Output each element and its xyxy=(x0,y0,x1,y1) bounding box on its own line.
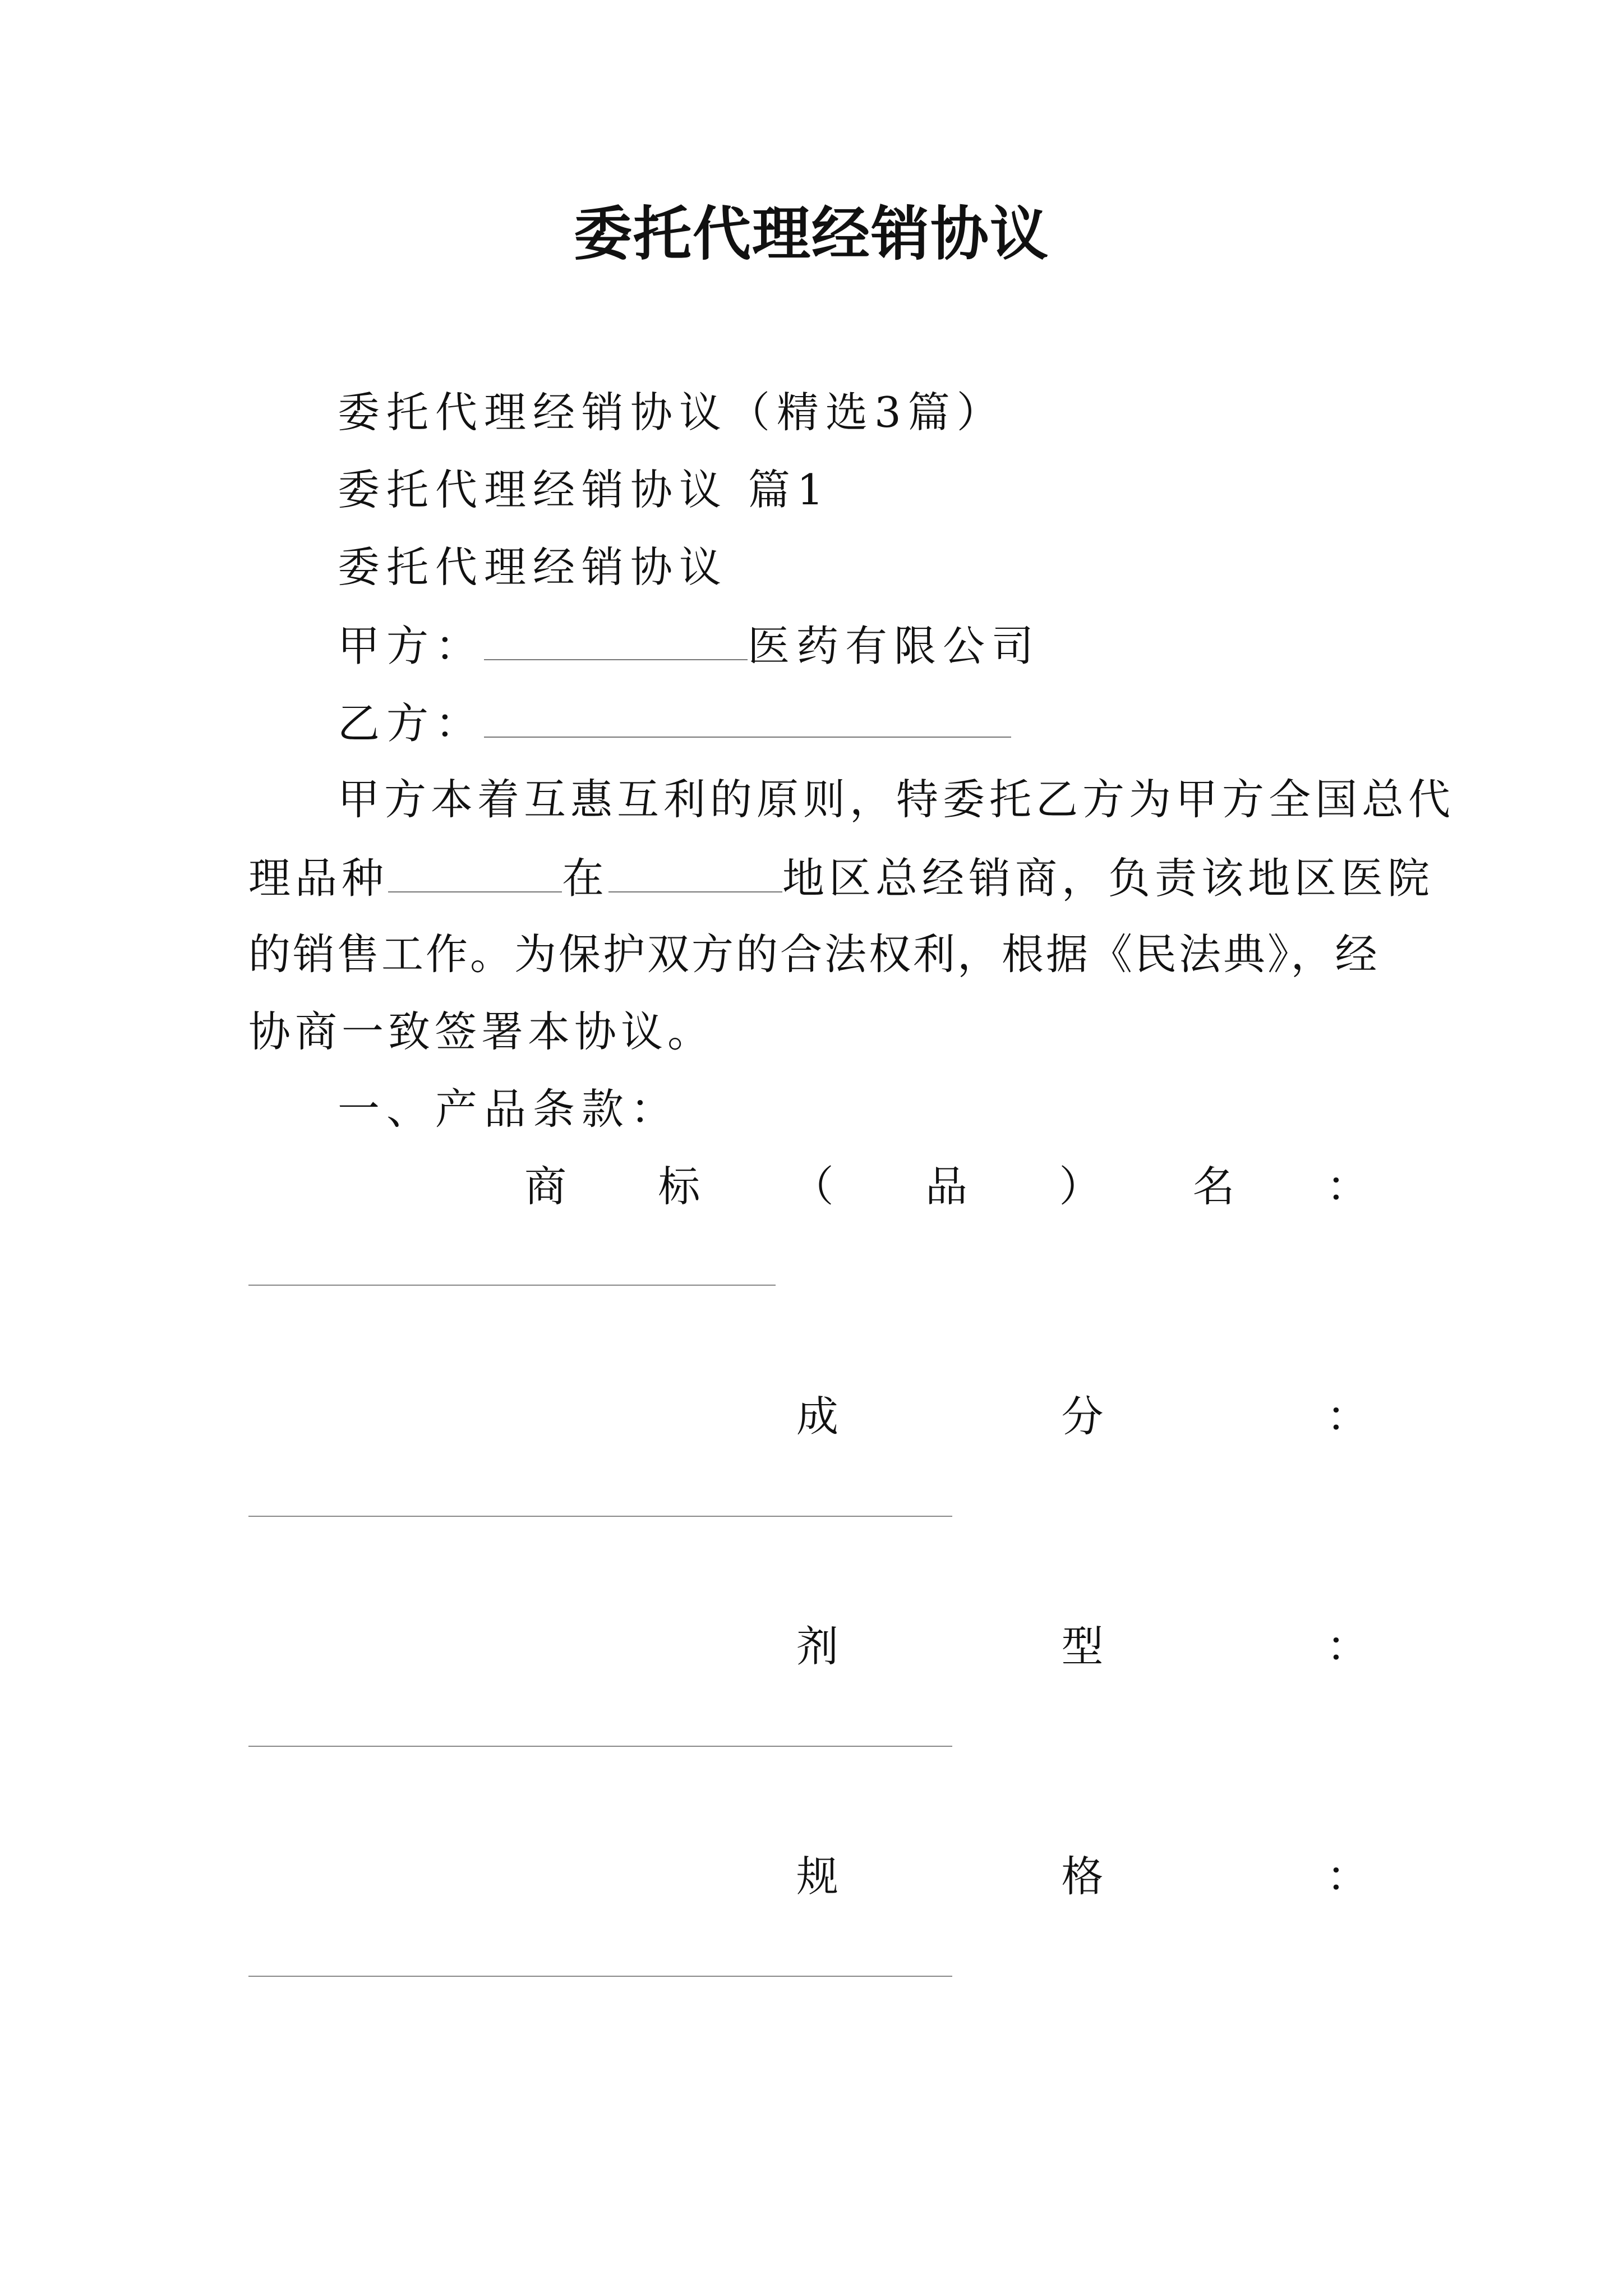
party-a-label: 甲方： xyxy=(338,621,485,671)
party-b-blank[interactable] xyxy=(484,697,1011,738)
label-char: 剂 xyxy=(796,1622,839,1671)
party-b-line xyxy=(338,697,1011,748)
section-1-heading: 一、产品条款： xyxy=(338,1084,680,1134)
dosage-form-blank[interactable] xyxy=(248,1746,952,1747)
label-char: 商 xyxy=(524,1162,567,1211)
paragraph-1-line-4: 协商一致签署本协议。 xyxy=(248,1007,714,1056)
label-char: 名 xyxy=(1192,1162,1235,1211)
label-char: 标 xyxy=(658,1162,700,1211)
brand-name-blank[interactable] xyxy=(248,1285,776,1286)
para-text: 理品种 xyxy=(248,853,389,903)
paragraph-1-line-1: 甲方本着互惠互利的原则，特委托乙方为甲方全国总代 xyxy=(338,775,1455,824)
label-char: ： xyxy=(1326,1392,1368,1441)
label-char: ： xyxy=(1326,1852,1368,1901)
agreement-heading: 委托代理经销协议 xyxy=(338,542,728,592)
label-char: 格 xyxy=(1061,1852,1104,1901)
party-a-blank[interactable] xyxy=(484,619,748,660)
ingredient-label xyxy=(796,1391,1368,1442)
chapter-heading: 委托代理经销协议 篇1 xyxy=(338,465,831,514)
label-char: ： xyxy=(1326,1162,1368,1211)
specification-blank[interactable] xyxy=(248,1976,952,1977)
brand-name-label xyxy=(524,1161,1368,1212)
party-a-line xyxy=(338,619,1040,671)
label-char: （ xyxy=(791,1162,834,1211)
paragraph-1-line-2 xyxy=(248,852,1434,903)
product-variety-blank[interactable] xyxy=(388,852,562,892)
label-char: 规 xyxy=(796,1852,839,1901)
para-text: 在 xyxy=(562,853,609,903)
ingredient-blank[interactable] xyxy=(248,1516,952,1517)
label-char: ： xyxy=(1326,1622,1368,1671)
region-blank[interactable] xyxy=(608,852,782,892)
dosage-form-label xyxy=(796,1621,1368,1672)
label-char: 品 xyxy=(925,1162,967,1211)
document-title: 委托代理经销协议 xyxy=(573,199,1049,268)
party-b-label: 乙方： xyxy=(338,698,485,748)
paragraph-1-line-3: 的销售工作。为保护双方的合法权利，根据《民法典》，经 xyxy=(248,930,1380,979)
subtitle: 委托代理经销协议（精选3篇） xyxy=(338,388,1006,437)
specification-label xyxy=(796,1851,1368,1902)
label-char: ） xyxy=(1059,1162,1101,1211)
label-char: 成 xyxy=(796,1392,839,1441)
para-text: 地区总经销商，负责该地区医院 xyxy=(782,853,1435,903)
party-a-suffix: 医药有限公司 xyxy=(748,621,1041,671)
label-char: 型 xyxy=(1061,1622,1104,1671)
label-char: 分 xyxy=(1061,1392,1104,1441)
